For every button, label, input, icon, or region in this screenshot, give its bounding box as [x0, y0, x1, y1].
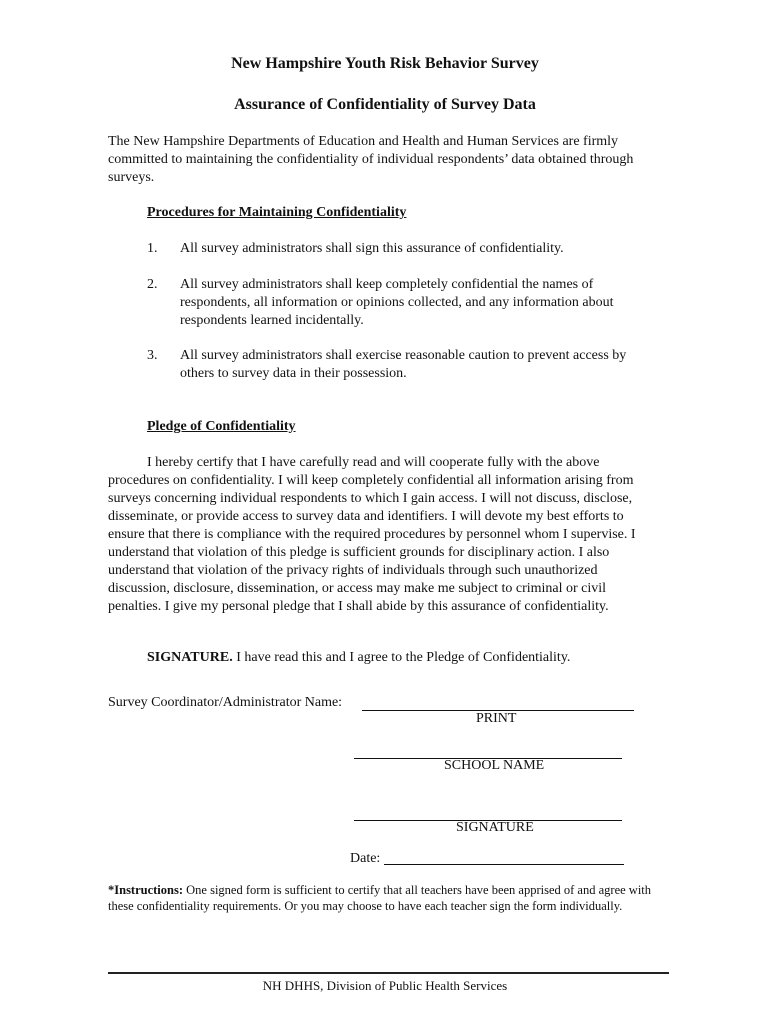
instructions-note	[108, 882, 664, 914]
intro-paragraph: The New Hampshire Departments of Education and Health and Human Services are firmly committed to maintaining the confidentiality of individual respondents’ data obtained through surveys.	[108, 134, 634, 185]
signature-statement-label: SIGNATURE.	[147, 650, 233, 665]
list-item-number: 3.	[147, 348, 158, 363]
list-item-number: 2.	[147, 277, 158, 292]
list-item-text: All survey administrators shall exercise reasonable caution to prevent access by others to survey data in their possession.	[180, 348, 627, 381]
footer-divider	[108, 972, 669, 974]
signature-statement	[147, 649, 667, 667]
pledge-paragraph: I hereby certify that I have carefully read and will cooperate fully with the above procedures on confidentiality. I will keep completely confidential all information arising from surveys concerning individual respondents to which I gain access. I will not discuss, disclose, disseminate, or provide access to survey data and identifiers. I will devote my best efforts to ensure that there is compliance with the required procedures by personnel whom I supervise. I understand that violation of this pledge is sufficient grounds for disciplinary action. I also understand that violation of the privacy rights of individuals through such unauthorized discussion, disclosure, dissemination, or access may make me subject to criminal or civil penalties. I give my personal pledge that I shall abide by this assurance of confidentiality.	[108, 455, 636, 614]
date-label: Date:	[350, 851, 381, 866]
instructions-label: *Instructions:	[108, 883, 184, 897]
list-item-number: 1.	[147, 241, 158, 256]
date-field[interactable]	[384, 864, 624, 865]
document-title: New Hampshire Youth Risk Behavior Survey	[231, 55, 539, 72]
instructions-text: One signed form is sufficient to certify that all teachers have been apprised of and agree with these confidentiality requirements. Or you may choose to have each teacher sign the form individually.	[108, 883, 652, 913]
page-footer: NH DHHS, Division of Public Health Services	[262, 978, 508, 993]
pledge-heading: Pledge of Confidentiality	[147, 419, 296, 434]
school-name-label: SCHOOL NAME	[444, 758, 545, 773]
signature-label: SIGNATURE	[456, 820, 534, 835]
signature-statement-text: I have read this and I agree to the Pledge of Confidentiality.	[232, 650, 571, 665]
document-subtitle: Assurance of Confidentiality of Survey Data	[234, 96, 536, 113]
list-item-text: All survey administrators shall keep completely confidential the names of respondents, all information or opinions collected, and any information about respondents learned incidentally.	[180, 277, 614, 328]
procedures-heading: Procedures for Maintaining Confidentiality	[147, 205, 407, 220]
print-label: PRINT	[476, 711, 517, 726]
coordinator-name-label: Survey Coordinator/Administrator Name:	[108, 695, 343, 710]
list-item-text: All survey administrators shall sign this assurance of confidentiality.	[180, 241, 564, 256]
